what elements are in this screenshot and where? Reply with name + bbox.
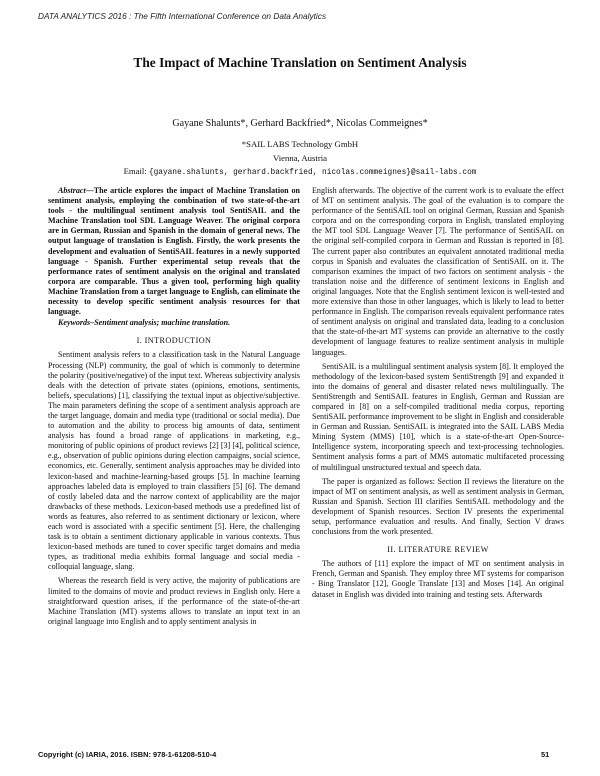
paragraph: English afterwards. The objective of the current work is to evaluate the effect of MT on sentiment analysis. The goal of the evaluation is to compare the performance of the SentiSAIL tool on original German, Russian and Spanish corpora and on the corresponding corpora in English, translated employing the MT tool SDL Language Weaver [7]. The performance of SentiSAIL on the original self-compiled corpora in German and Russian is reported in [8]. The current paper also contributes an equivalent annotated traditional media corpus in Spanish and evaluates the classification of SentiSAIL on it. The comparison examines the impact of two factors on sentiment analysis - the translation noise and the difference of sentiment lexicons in English and original languages. Note that the English sentiment lexicon is well-tested and more extensive than those in other languages, which is likely to lead to better performance in English. The comparison reveals equivalent performance rates of sentiment analysis on original and translated data, leading to a conclusion that the state-of-the-art MT systems can provide an alternative to the costly development of language features to realize sentiment analysis in multiple languages. [312,186,564,357]
affiliation-organization: *SAIL LABS Technology GmbH [241,139,359,149]
right-column [312,186,564,600]
abstract-text: —The article explores the impact of Machine Translation on sentiment analysis, employing the combination of two state-of-the-art tools - the multilingual sentiment analysis tool SentiSAIL and the Machine Translation tool SDL Language Weaver. The original corpora are in German, Russian and Spanish in the domain of general news. The output language of translation is English. Firstly, the work presents the development and evaluation of SentiSAIL features in a newly supported language - Spanish. Further experimental setup reveals that the performance rates of sentiment analysis on the original and translated corpora are comparable. Thus a given tool, performing high quality Machine Translation from a target language to English, can eliminate the necessity to develop specific sentiment analysis resources for that language. [48,186,300,317]
author-list: Gayane Shalunts*, Gerhard Backfried*, Nicolas Commeignes* [172,118,428,129]
paragraph: Sentiment analysis refers to a classification task in the Natural Language Processing (NLP) community, the goal of which is commonly to determine the polarity (positive/negative) of the input text. Whereas subjectivity analysis deals with the detection of private states (opinions, emotions, sentiments, beliefs, speculations) [1], classifying the textual input as objective/subjective. The main parameters defining the scope of a sentiment analysis approach are the target language, domain and media type (traditional or social media). Due to automation and the ability to process big amounts of data, sentiment analysis has found a broad range of applications in marketing, e.g., monitoring of public opinions of product reviews [2] [3] [4], political science, e.g., observation of public opinions during election campaigns, social science, economics, etc. Generally, sentiment analysis approaches may be divided into lexicon-based and machine-learning-based groups [5]. In machine learning approaches labeled data is employed to train classifiers [5] [6]. The demand of costly labeled data and the narrow context of applicability are the major drawbacks of these methods. Lexicon-based methods use a predefined list of words as features, also referred to as sentiment dictionary or lexicon, where each word is associated with a specific sentiment [5]. Here, the challenging task is to obtain a sentiment dictionary applicable in various contexts. Thus lexicon-based methods are tuned to cover specific target domains and media types, as traditional media exhibits formal language and social media - colloquial language, slang. [48,350,300,572]
affiliation-city: Vienna, Austria [272,153,327,163]
page-number: 51 [541,750,550,759]
paragraph: SentiSAIL is a multilingual sentiment analysis system [8]. It employed the methodology of the lexicon-based system SentiStrength [9] and expanded it into the domains of general and disaster related news multilingually. The SentiStrength and SentiSAIL features in English, German and Russian are compared in [8] on a self-compiled traditional media corpus, reporting SentiSAIL performance improvement to be slight in English and considerable in German and Russian. SentiSAIL is integrated into the SAIL LABS Media Mining System (MMS) [10], which is a state-of-the-art Open-Source-Intelligence system, incorporating speech and text-processing technologies. Sentiment analysis forms a part of MMS automatic multifaceted processing of multilingual unstructured textual and speech data. [312,361,564,472]
keywords: Keywords–Sentiment analysis; machine translation. [58,318,231,328]
paper-title: The Impact of Machine Translation on Sentiment Analysis [133,55,467,70]
author-email [0,166,600,177]
paragraph: The authors of [11] explore the impact of MT on sentiment analysis in French, German and Spanish. They employ three MT systems for comparison - Bing Translator [12], Google Translate [13] and Moses [14]. An original dataset in English was divided into training and testing sets. Afterwards [312,559,564,599]
email-address: {gayane.shalunts, gerhard.backfried, nicolas.commeignes}@sail-labs.com [148,169,477,177]
section-heading-introduction: I. INTRODUCTION [136,336,212,346]
abstract-label: Abstract [58,186,86,195]
email-label: Email: [123,166,149,176]
footer-copyright: Copyright (c) IARIA, 2016. ISBN: 978-1-61208-510-4 [38,750,217,759]
left-column [48,186,300,627]
paragraph: Whereas the research field is very active, the majority of publications are limited to the domains of movie and product reviews in English only. Here a straightforward question arises, if the performance of the state-of-the-art Machine Translation (MT) systems allows to translate an input text in an original language into English and to apply sentiment analysis in [48,576,300,626]
running-header: DATA ANALYTICS 2016 : The Fifth International Conference on Data Analytics [38,11,327,21]
paragraph: The paper is organized as follows: Section II reviews the literature on the impact of MT on sentiment analysis, as well as sentiment analysis in German, Russian and Spanish. Section III clarifies SentiSAIL methodology and the development of Spanish resources. Section IV presents the experimental setup, performance evaluation and results. And finally, Section V draws conclusions from the work presented. [312,476,564,537]
abstract [48,186,300,317]
section-heading-literature-review: II. LITERATURE REVIEW [387,545,489,555]
